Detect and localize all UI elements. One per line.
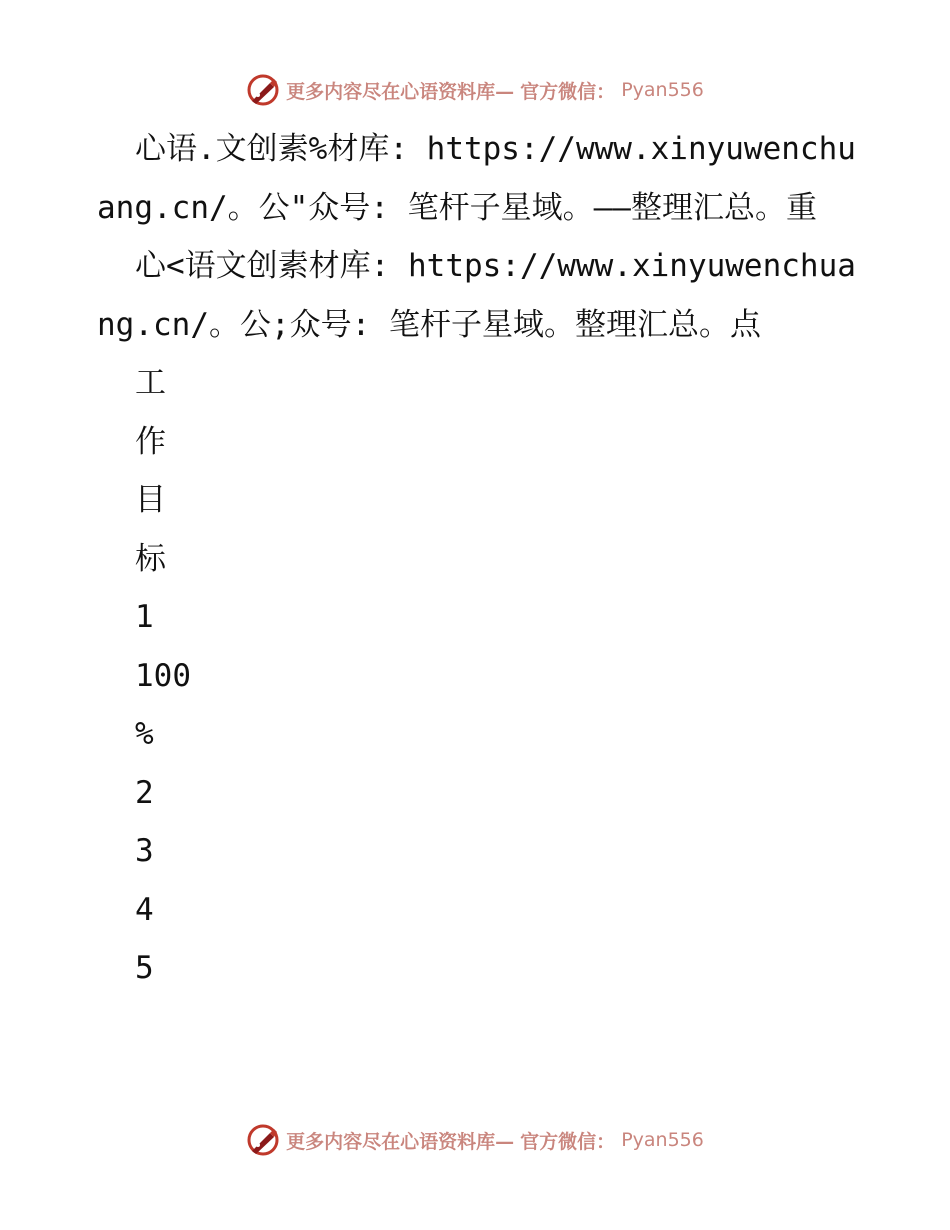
list-item: 4: [135, 891, 154, 928]
document-body: [97, 120, 857, 998]
list-item: 100: [135, 657, 191, 694]
list-item: 2: [135, 774, 154, 811]
list-item: 作: [135, 423, 166, 460]
pen-logo-icon: [246, 73, 280, 107]
list-item: 3: [135, 833, 154, 869]
banner-main-text: 更多内容尽在心语资料库—: [286, 80, 515, 103]
banner-main-text: 更多内容尽在心语资料库—: [286, 1130, 515, 1153]
list-item: %: [135, 716, 154, 752]
pen-logo-icon: [246, 1123, 280, 1157]
banner-wechat-id: Pyan556: [621, 79, 704, 101]
list-item: 目: [135, 482, 166, 518]
banner-wechat-label: 官方微信：: [520, 80, 616, 103]
list-item: 工: [135, 365, 166, 401]
footer-banner: [0, 1120, 950, 1160]
list-item: 5: [135, 950, 154, 986]
banner-wechat-id: Pyan556: [621, 1129, 704, 1151]
list-item: 标: [135, 540, 166, 577]
goal-list: [97, 354, 857, 998]
banner-wechat-label: 官方微信：: [520, 1130, 616, 1153]
header-banner: [0, 70, 950, 110]
list-item: 1: [135, 599, 154, 635]
paragraph-2: 心<语文创素材库: https://www.xinyuwenchuang.cn/。公;众号: 笔杆子星域。整理汇总。点: [97, 248, 856, 343]
paragraph-1: 心语.文创素%材库: https://www.xinyuwenchuang.cn/。公"众号: 笔杆子星域。——整理汇总。重: [97, 131, 856, 226]
